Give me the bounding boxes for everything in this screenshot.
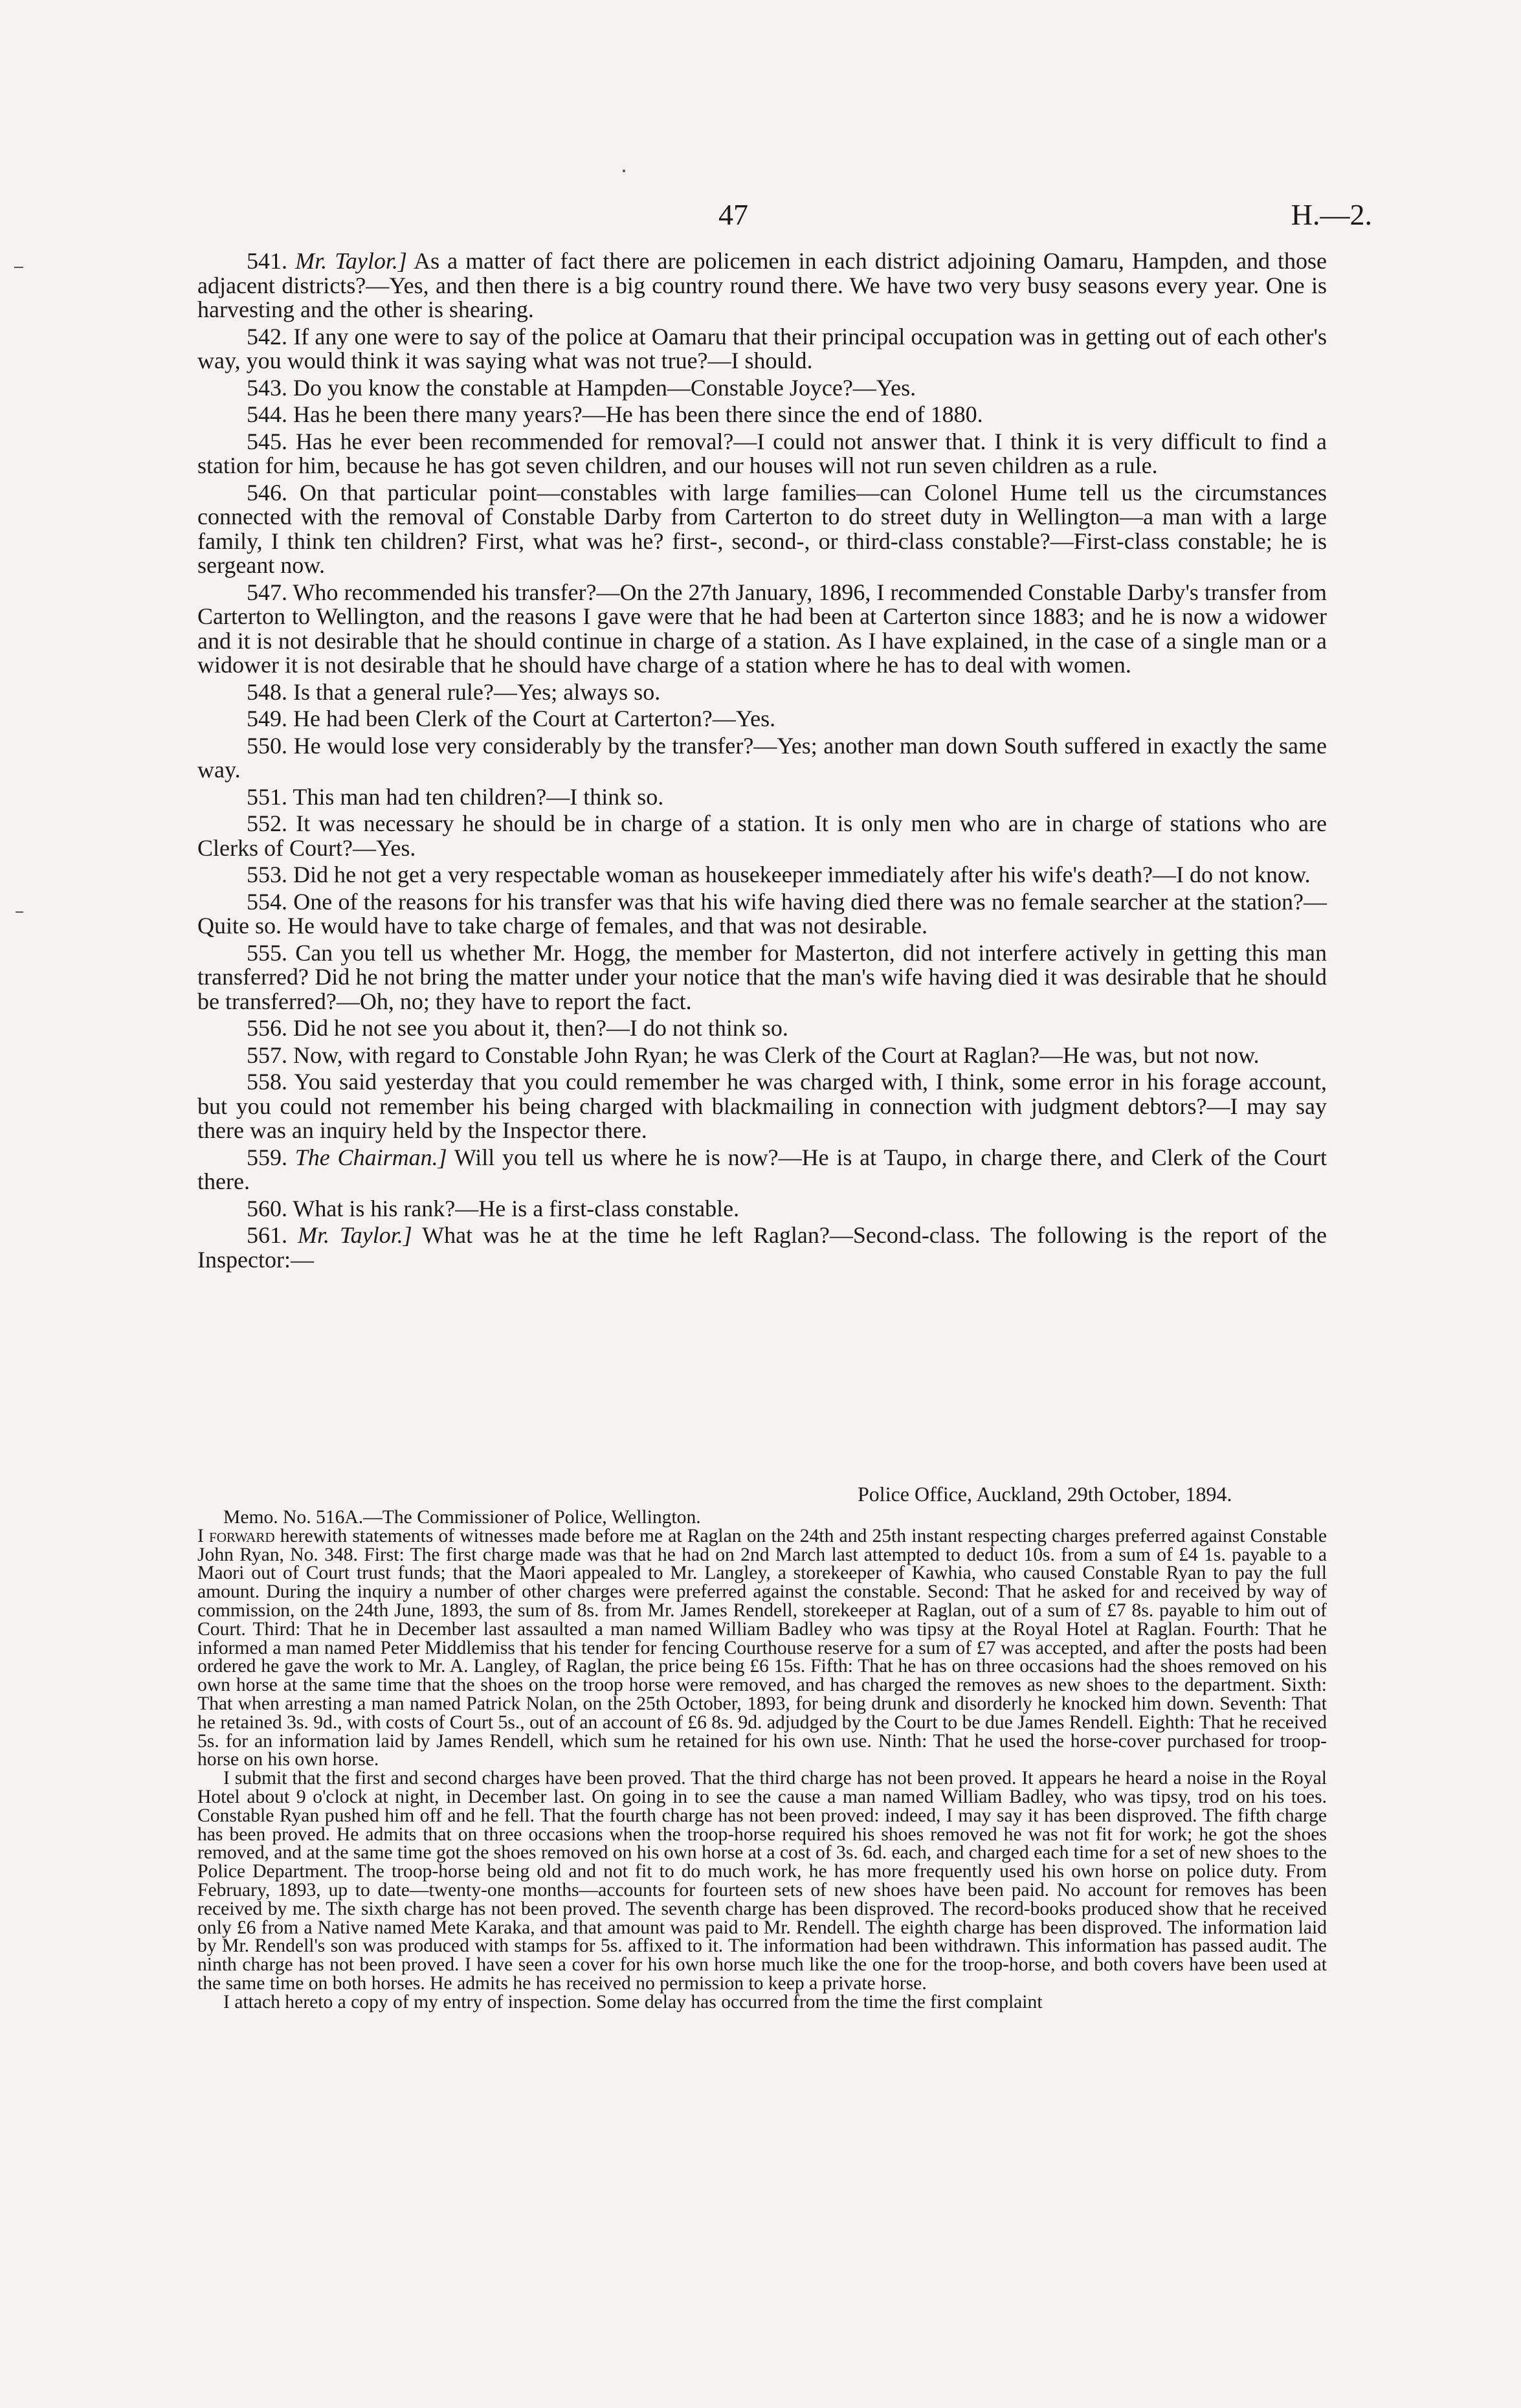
question-number: 549. (247, 706, 287, 731)
question-number: 555. (247, 939, 287, 966)
memo-opening-word: I forward (197, 1525, 275, 1546)
question-text: Now, with regard to Constable John Ryan; he was Clerk of the Court at Raglan?—He was, but not now. (293, 1042, 1260, 1068)
question-text: It was necessary he should be in charge of a station. It is only men who are in charge of stations who are Clerks of Court?—Yes. (197, 810, 1327, 861)
question-text: As a matter of fact there are policemen in each district adjoining Oamaru, Hampden, and those adjacent districts?—Yes, and then there is a big country round there. We have two very busy seasons every year. One is harvesting and the other is shearing. (197, 248, 1327, 322)
question-text: What was he at the time he left Raglan?—Second-class. The following is the report of the Inspector:— (197, 1222, 1327, 1273)
question-number: 547. (247, 579, 287, 605)
question-number: 554. (247, 888, 287, 915)
question-number: 559. (247, 1144, 287, 1170)
question-text: He would lose very considerably by the transfer?—Yes; another man down South suffered in exactly the same way. (197, 732, 1327, 783)
memo-paragraph-1-text: herewith statements of witnesses made before me at Raglan on the 24th and 25th instant respecting charges preferred against Constable John Ryan, No. 348. First: The first charge made was that he had on 2nd March last attempted to deduct 10s. from a sum of £4 1s. payable to a Maori out of Court trust funds; that the Maori appealed to Mr. Langley, a storekeeper of Kawhia, who caused Constable Ryan to pay the full amount. During the inquiry a number of other charges were preferred against the constable. Second: That he asked for and received by way of commission, on the 24th June, 1893, the sum of 8s. from Mr. James Rendell, storekeeper at Raglan, out of a sum of £7 8s. payable to him out of Court. Third: That he in December last assaulted a man named William Badley who was tipsy at the Royal Hotel at Raglan. Fourth: That he informed a man named Peter Middlemiss that his tender for fencing Courthouse reserve for a sum of £7 was accepted, and after the posts had been ordered he gave the work to Mr. A. Langley, of Raglan, the price being £6 15s. Fifth: That he has on three occasions had the shoes removed on his own horse at the same time that the shoes on the troop horse were removed, and has charged the removes as new shoes to the department. Sixth: That when arresting a man named Patrick Nolan, on the 25th October, 1893, for being drunk and disorderly he knocked him down. Seventh: That he retained 3s. 9d., with costs of Court 5s., out of an account of £6 8s. 9d. adjudged by the Court to be due James Rendell. Eighth: That he received 5s. for an information laid by James Rendell, which sum he retained for his own use. Ninth: That he used the horse-cover purchased for troop-horse on his own horse. (197, 1525, 1327, 1770)
question-550 (197, 734, 1327, 783)
speaker-label: Mr. Taylor.] (295, 248, 407, 274)
question-551 (197, 785, 1327, 810)
question-561 (197, 1223, 1327, 1272)
question-text: Has he been there many years?—He has been there since the end of 1880. (293, 401, 983, 427)
scan-speck (16, 911, 23, 913)
memo-paragraph-2: I submit that the first and second charges have been proved. That the third charge has not been proved. It appears he heard a noise in the Royal Hotel about 9 o'clock at night, in December last. On going in to see the cause a man named William Badley, who was tipsy, trod on his toes. Constable Ryan pushed him off and he fell. That the fourth charge has not been proved: indeed, I may say it has been disproved. The fifth charge has been proved. He admits that on three occasions when the troop-horse required his shoes removed he was not fit for work; he got the shoes removed, and at the same time got the shoes removed on his own horse at a cost of 3s. 6d. each, and charged each time for a set of new shoes to the Police Department. The troop-horse being old and not fit to do much work, he has more frequently used his own horse on police duty. From February, 1893, up to date—twenty-one months—accounts for fourteen sets of new shoes have been paid. No account for removes has been received by me. The sixth charge has not been proved. The seventh charge has been disproved. The record-books produced show that he received only £6 from a Native named Mete Karaka, and that amount was paid to Mr. Rendell. The eighth charge has been disproved. The information laid by Mr. Rendell's son was produced with stamps for 5s. affixed to it. The information had been withdrawn. This information has passed audit. The ninth charge has not been proved. I have seen a cover for his own horse much like the one for the troop-horse, and both covers have been used at the same time on both horses. He admits he has received no permission to keep a private horse. (197, 1768, 1327, 1994)
memo-paragraph-1 (197, 1527, 1327, 1769)
scan-speck (623, 170, 625, 172)
question-543 (197, 376, 1327, 401)
question-text: Is that a general rule?—Yes; always so. (293, 678, 661, 705)
question-text: What is his rank?—He is a first-class constable. (293, 1195, 740, 1221)
memo-report (197, 1508, 1327, 2012)
question-556 (197, 1016, 1327, 1041)
question-text: Did he not see you about it, then?—I do not think so. (293, 1015, 788, 1041)
question-number: 558. (247, 1069, 287, 1095)
question-number: 560. (247, 1195, 287, 1221)
document-reference: H.—2. (1291, 198, 1372, 231)
question-text: Do you know the constable at Hampden—Constable Joyce?—Yes. (293, 374, 916, 401)
question-text: One of the reasons for his transfer was that his wife having died there was no female searcher at the station?—Quite so. He would have to take charge of females, and that was not desirable. (197, 888, 1327, 939)
question-number: 556. (247, 1015, 287, 1041)
question-number: 542. (247, 323, 287, 350)
question-text: If any one were to say of the police at Oamaru that their principal occupation was in getting out of each other's way, you would think it was saying what was not true?—I should. (197, 323, 1327, 373)
question-text: You said yesterday that you could remember he was charged with, I think, some error in his forage account, but you could not remember his being charged with blackmailing in connection with judgment debtors?—I may say there was an inquiry held by the Inspector there. (197, 1069, 1327, 1143)
question-text: Has he ever been recommended for removal?—I could not answer that. I think it is very difficult to find a station for him, because he has got seven children, and our houses will not run seven children as a rule. (197, 428, 1327, 478)
report-place-date: Police Office, Auckland, 29th October, 1894. (858, 1482, 1232, 1506)
question-548 (197, 680, 1327, 705)
question-555 (197, 941, 1327, 1014)
question-text: Will you tell us where he is now?—He is at Taupo, in charge there, and Clerk of the Court there. (197, 1144, 1327, 1194)
question-546 (197, 481, 1327, 578)
question-text: Did he not get a very respectable woman as housekeeper immediately after his wife's death?—I do not know. (293, 862, 1311, 887)
question-number: 544. (247, 401, 287, 427)
question-number: 548. (247, 678, 287, 705)
question-number: 545. (247, 428, 287, 454)
speaker-label: The Chairman.] (294, 1144, 447, 1170)
speaker-label: Mr. Taylor.] (298, 1222, 412, 1248)
question-544 (197, 403, 1327, 427)
question-number: 550. (247, 732, 287, 759)
question-553 (197, 863, 1327, 887)
question-number: 557. (247, 1042, 287, 1068)
question-560 (197, 1197, 1327, 1221)
question-552 (197, 812, 1327, 860)
testimony-section (197, 249, 1327, 1275)
question-541 (197, 249, 1327, 322)
question-number: 553. (247, 862, 287, 887)
question-text: Can you tell us whether Mr. Hogg, the member for Masterton, did not interfere actively in getting this man transferred? Did he not bring the matter under your notice that the man's wife having died it was desirable that he should be transferred?—Oh, no; they have to report the fact. (197, 939, 1327, 1014)
question-557 (197, 1043, 1327, 1068)
question-559 (197, 1146, 1327, 1194)
question-542 (197, 325, 1327, 373)
question-number: 551. (247, 783, 287, 810)
memo-paragraph-3: I attach hereto a copy of my entry of inspection. Some delay has occurred from the time the first complaint (223, 1991, 1043, 2012)
question-545 (197, 430, 1327, 478)
question-number: 543. (247, 374, 287, 401)
question-text: Who recommended his transfer?—On the 27th January, 1896, I recommended Constable Darby's transfer from Carterton to Wellington, and the reasons I gave were that he had been at Carterton since 1883; and he is now a widower and it is not desirable that he should continue in charge of a station. As I have explained, in the case of a single man or a widower it is not desirable that he should have charge of a station where he has to deal with women. (197, 579, 1327, 678)
question-text: He had been Clerk of the Court at Carterton?—Yes. (293, 706, 776, 731)
question-number: 561. (247, 1222, 287, 1248)
scan-speck (14, 267, 23, 268)
question-number: 546. (247, 479, 287, 506)
question-text: This man had ten children?—I think so. (293, 783, 664, 810)
question-547 (197, 581, 1327, 678)
memo-address: Memo. No. 516A.—The Commissioner of Police, Wellington. (223, 1507, 701, 1528)
question-text: On that particular point—constables with large families—can Colonel Hume tell us the circumstances connected with the removal of Constable Darby from Carterton to do street duty in Wellington—a man with a large family, I think ten children? First, what was he? first-, second-, or third-class constable?—First-class constable; he is sergeant now. (197, 479, 1327, 578)
question-number: 541. (247, 248, 287, 274)
page-number: 47 (718, 198, 748, 231)
question-number: 552. (247, 810, 287, 836)
question-549 (197, 707, 1327, 731)
question-558 (197, 1070, 1327, 1143)
question-554 (197, 890, 1327, 939)
